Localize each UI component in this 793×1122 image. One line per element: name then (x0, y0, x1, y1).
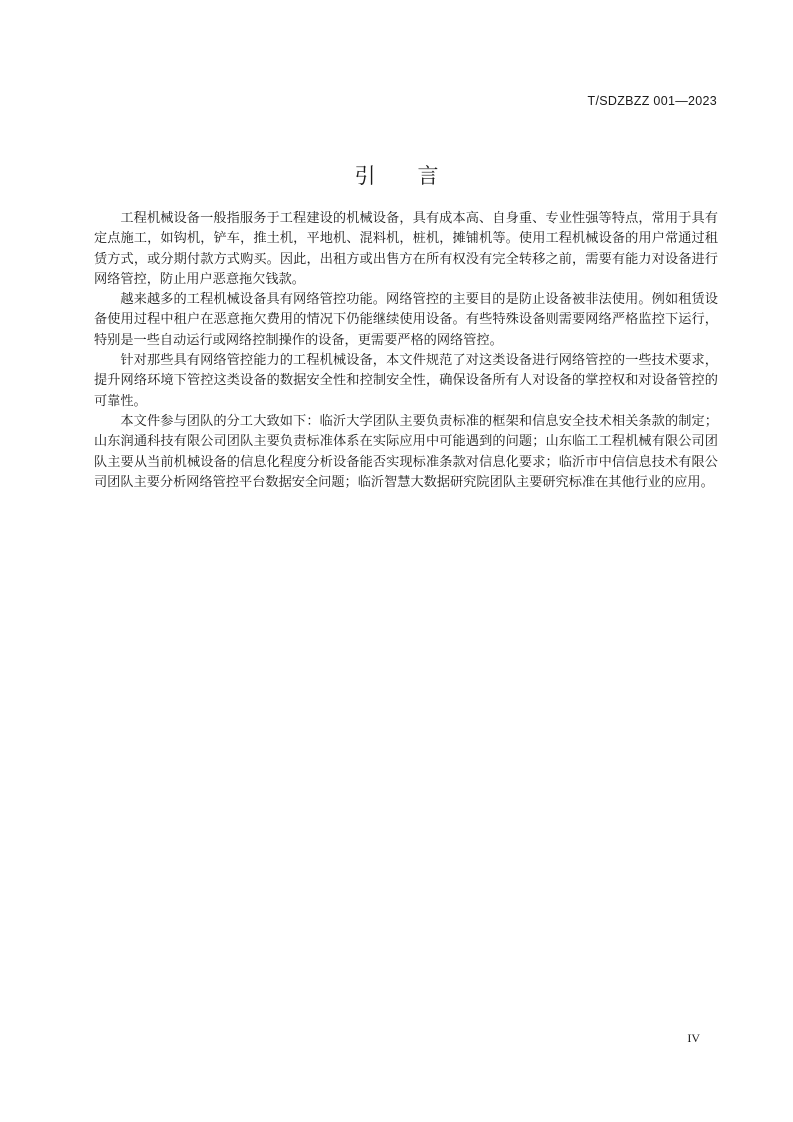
paragraph-3: 针对那些具有网络管控能力的工程机械设备，本文件规范了对这类设备进行网络管控的一些技术要求，提升网络环境下管控这类设备的数据安全性和控制安全性，确保设备所有人对设备的掌控权和对设备管控的可靠性。 (94, 353, 718, 409)
paragraph-4: 本文件参与团队的分工大致如下：临沂大学团队主要负责标准的框架和信息安全技术相关条款的制定；山东润通科技有限公司团队主要负责标准体系在实际应用中可能遇到的问题；山东临工工程机械有限公司团队主要从当前机械设备的信息化程度分析设备能否实现标准条款对信息化要求；临沂市中信信息技术有限公司团队主要分析网络管控平台数据安全问题；临沂智慧大数据研究院团队主要研究标准在其他行业的应用。 (94, 413, 718, 490)
introduction-body (94, 209, 718, 493)
paragraph-1: 工程机械设备一般指服务于工程建设的机械设备，具有成本高、自身重、专业性强等特点，常用于具有定点施工，如钩机，铲车，推土机，平地机、混料机，桩机，摊铺机等。使用工程机械设备的用户常通过租赁方式，或分期付款方式购买。因此，出租方或出售方在所有权没有完全转移之前，需要有能力对设备进行网络管控，防止用户恶意拖欠钱款。 (94, 211, 718, 287)
title-char-1: 引 (354, 164, 376, 188)
document-code: T/SDZBZZ 001—2023 (587, 94, 717, 108)
title-char-2: 言 (417, 164, 439, 188)
page-title (0, 160, 793, 190)
page-number: IV (687, 1031, 700, 1045)
paragraph-2: 越来越多的工程机械设备具有网络管控功能。网络管控的主要目的是防止设备被非法使用。例如租赁设备使用过程中租户在恶意拖欠费用的情况下仍能继续使用设备。有些特殊设备则需要网络严格监控下运行，特别是一些自动运行或网络控制操作的设备，更需要严格的网络管控。 (94, 292, 718, 348)
